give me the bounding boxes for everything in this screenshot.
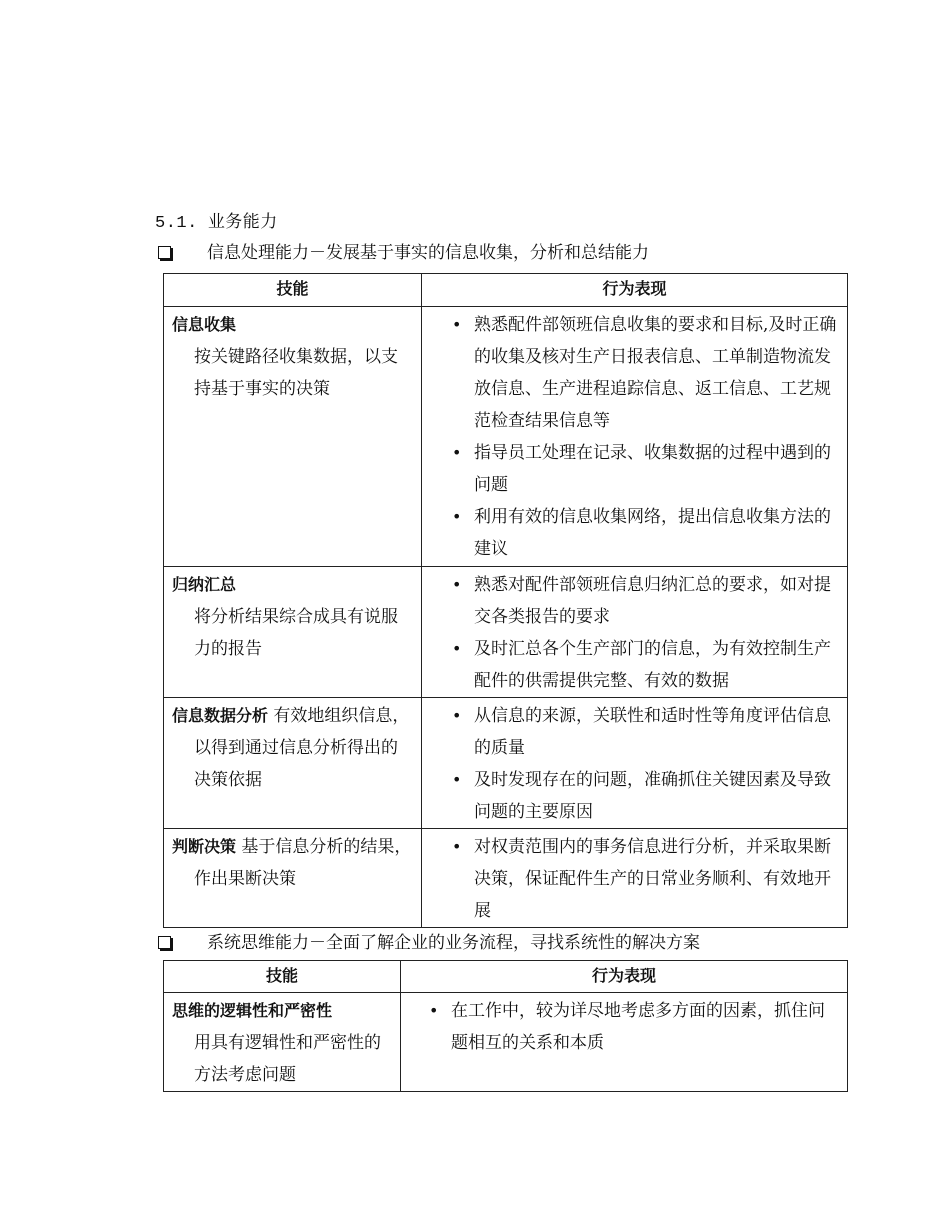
checkbox-bullet-icon xyxy=(158,246,171,259)
behavior-cell xyxy=(422,567,848,698)
skill-title: 归纳汇总 xyxy=(172,575,237,594)
list-item: • 从信息的来源，关联性和适时性等角度评估信息的质量 xyxy=(452,700,839,764)
behavior-list xyxy=(429,995,839,1059)
list-item: • 及时发现存在的问题，准确抓住关键因素及导致问题的主要原因 xyxy=(452,764,839,828)
table-row xyxy=(164,698,848,829)
list-item: • 指导员工处理在记录、收集数据的过程中遇到的问题 xyxy=(452,437,839,501)
header-skill: 技能 xyxy=(164,961,401,993)
table-header-row xyxy=(164,274,848,307)
table-header-row xyxy=(164,961,848,993)
behavior-list xyxy=(452,569,839,697)
header-behavior: 行为表现 xyxy=(422,274,848,307)
behavior-cell xyxy=(422,829,848,928)
list-item: • 及时汇总各个生产部门的信息，为有效控制生产配件的供需提供完整、有效的数据 xyxy=(452,633,839,697)
behavior-list xyxy=(452,700,839,828)
header-behavior: 行为表现 xyxy=(401,961,848,993)
table1-caption-line xyxy=(158,238,649,263)
table-row xyxy=(164,567,848,698)
skill-title: 判断决策 xyxy=(172,837,237,856)
behavior-cell xyxy=(401,993,848,1092)
table2-caption-line xyxy=(158,928,700,953)
header-skill: 技能 xyxy=(164,274,422,307)
section-title: 业务能力 xyxy=(207,212,278,232)
behavior-cell xyxy=(422,698,848,829)
table2-caption: 系统思维能力－全面了解企业的业务流程，寻找系统性的解决方案 xyxy=(207,933,700,953)
skill-description: 基于信息分析的结果，作出果断决策 xyxy=(194,837,412,889)
skills-table-2 xyxy=(163,960,848,1092)
table-row xyxy=(164,993,848,1092)
skill-title: 信息数据分析 xyxy=(172,706,269,725)
skill-description: 按关键路径收集数据，以支持基于事实的决策 xyxy=(194,347,398,399)
section-heading xyxy=(155,207,278,233)
list-item: • 在工作中，较为详尽地考虑多方面的因素，抓住问题相互的关系和本质 xyxy=(429,995,839,1059)
list-item: • 利用有效的信息收集网络，提出信息收集方法的建议 xyxy=(452,501,839,565)
table1-caption: 信息处理能力－发展基于事实的信息收集，分析和总结能力 xyxy=(207,243,649,263)
table-row xyxy=(164,307,848,567)
skill-title: 信息收集 xyxy=(172,315,237,334)
skill-cell xyxy=(164,829,422,928)
list-item: • 熟悉对配件部领班信息归纳汇总的要求，如对提交各类报告的要求 xyxy=(452,569,839,633)
checkbox-bullet-icon xyxy=(158,936,171,949)
skill-description: 将分析结果综合成具有说服力的报告 xyxy=(194,607,398,659)
skill-inline-block xyxy=(172,831,413,895)
section-number: 5.1. xyxy=(155,214,198,233)
skill-cell xyxy=(164,993,401,1092)
skill-cell xyxy=(164,307,422,567)
skill-description: 用具有逻辑性和严密性的方法考虑问题 xyxy=(194,1033,381,1085)
behavior-list xyxy=(452,309,839,565)
table-row xyxy=(164,829,848,928)
behavior-cell xyxy=(422,307,848,567)
skill-cell xyxy=(164,698,422,829)
skills-table-1 xyxy=(163,273,848,928)
list-item: • 对权责范围内的事务信息进行分析，并采取果断决策，保证配件生产的日常业务顺利、有效地开展 xyxy=(452,831,839,927)
skill-description: 有效地组织信息，以得到通过信息分析得出的决策依据 xyxy=(194,706,410,790)
skill-title: 思维的逻辑性和严密性 xyxy=(172,1001,333,1020)
behavior-list xyxy=(452,831,839,927)
list-item: • 熟悉配件部领班信息收集的要求和目标,及时正确的收集及核对生产日报表信息、工单制造物流发放信息、生产进程追踪信息、返工信息、工艺规范检查结果信息等 xyxy=(452,309,839,437)
skill-inline-block xyxy=(172,700,413,796)
skill-cell xyxy=(164,567,422,698)
